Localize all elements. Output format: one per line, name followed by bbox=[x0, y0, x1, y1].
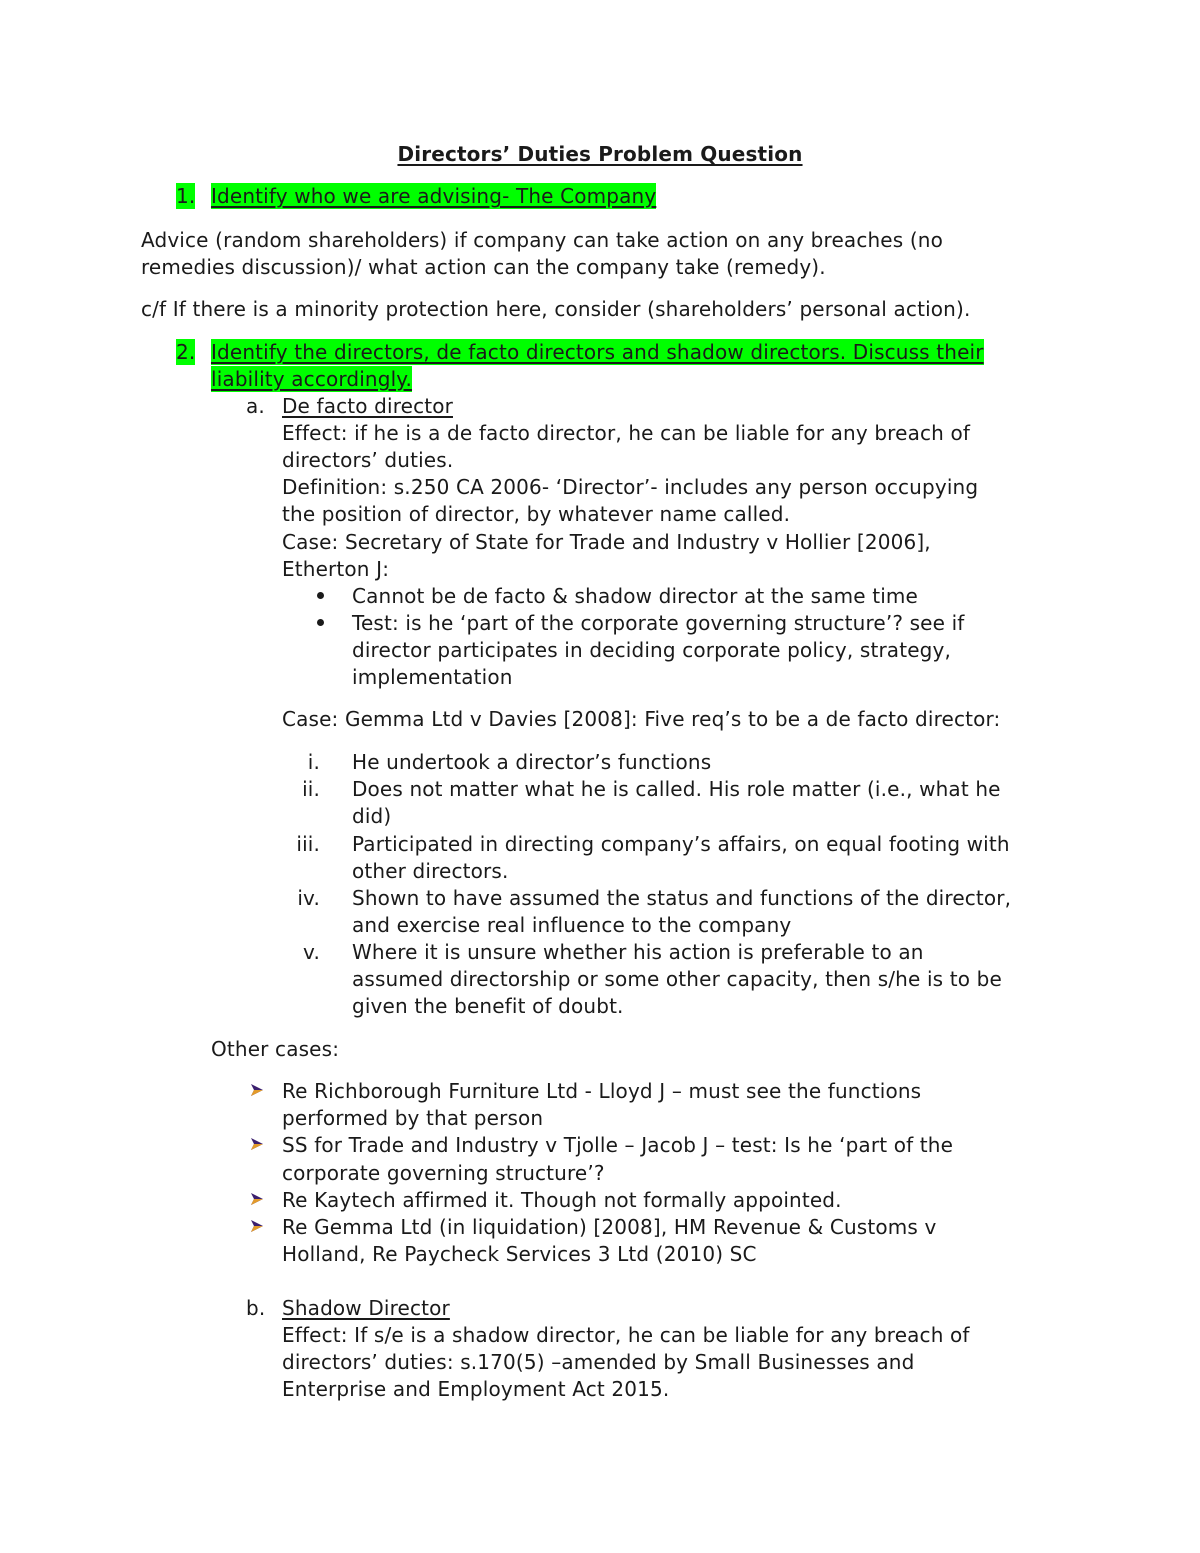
bullet-item: Test: is he ‘part of the corporate governing structure’? see if bbox=[352, 611, 965, 635]
roman-item-continuation: did) bbox=[352, 804, 392, 828]
roman-item-continuation: other directors. bbox=[352, 859, 509, 883]
roman-item: Does not matter what he is called. His role matter (i.e., what he bbox=[352, 777, 1001, 801]
cf-line: c/f If there is a minority protection here, consider (shareholders’ personal action). bbox=[141, 297, 971, 321]
de-facto-body-line: Case: Secretary of State for Trade and Industry v Hollier [2006], bbox=[282, 530, 931, 554]
shadow-body-line: Enterprise and Employment Act 2015. bbox=[282, 1377, 670, 1401]
bullet-item-continuation: director participates in deciding corporate policy, strategy, bbox=[352, 638, 952, 662]
section-2-number: 2. bbox=[176, 340, 196, 364]
de-facto-body-line: Definition: s.250 CA 2006- ‘Director’- includes any person occupying bbox=[282, 475, 979, 499]
advice-line-2: remedies discussion)/ what action can the company take (remedy). bbox=[141, 255, 826, 279]
arrow-bullet-icon bbox=[249, 1136, 265, 1152]
roman-item: Where it is unsure whether his action is preferable to an bbox=[352, 940, 924, 964]
case-item: Re Gemma Ltd (in liquidation) [2008], HM Revenue & Customs v bbox=[282, 1215, 937, 1239]
gemma-case-line: Case: Gemma Ltd v Davies [2008]: Five req’s to be a de facto director: bbox=[282, 707, 1001, 731]
case-item: Re Richborough Furniture Ltd - Lloyd J – must see the functions bbox=[282, 1079, 922, 1103]
page-title: Directors’ Duties Problem Question bbox=[397, 142, 803, 166]
roman-marker: ii. bbox=[302, 777, 320, 801]
roman-item: Shown to have assumed the status and functions of the director, bbox=[352, 886, 1012, 910]
roman-item: Participated in directing company’s affairs, on equal footing with bbox=[352, 832, 1010, 856]
arrow-bullet-icon bbox=[249, 1191, 265, 1207]
bullet-dot-icon bbox=[317, 592, 324, 599]
case-item: Re Kaytech affirmed it. Though not formally appointed. bbox=[282, 1188, 842, 1212]
advice-line-1: Advice (random shareholders) if company can take action on any breaches (no bbox=[141, 228, 943, 252]
case-item-continuation: corporate governing structure’? bbox=[282, 1161, 605, 1185]
roman-marker: v. bbox=[303, 940, 320, 964]
de-facto-body-line: directors’ duties. bbox=[282, 448, 454, 472]
roman-marker: iii. bbox=[296, 832, 320, 856]
roman-item-continuation: assumed directorship or some other capacity, then s/he is to be bbox=[352, 967, 1002, 991]
bullet-dot-icon bbox=[317, 619, 324, 626]
section-1-number: 1. bbox=[176, 184, 196, 208]
section-2-heading-line-2: liability accordingly. bbox=[211, 367, 412, 391]
item-a-marker: a. bbox=[246, 394, 265, 418]
de-facto-body-line: the position of director, by whatever name called. bbox=[282, 502, 791, 526]
shadow-body-line: Effect: If s/e is a shadow director, he can be liable for any breach of bbox=[282, 1323, 970, 1347]
case-item-continuation: Holland, Re Paycheck Services 3 Ltd (2010) SC bbox=[282, 1242, 757, 1266]
bullet-item: Cannot be de facto & shadow director at the same time bbox=[352, 584, 918, 608]
de-facto-body-line: Effect: if he is a de facto director, he can be liable for any breach of bbox=[282, 421, 971, 445]
de-facto-body-line: Etherton J: bbox=[282, 557, 390, 581]
section-2-heading-line-1: Identify the directors, de facto directors and shadow directors. Discuss their bbox=[211, 340, 984, 364]
shadow-director-heading: Shadow Director bbox=[282, 1296, 450, 1320]
roman-marker: iv. bbox=[297, 886, 320, 910]
bullet-item-continuation: implementation bbox=[352, 665, 513, 689]
other-cases-heading: Other cases: bbox=[211, 1037, 340, 1061]
roman-item-continuation: given the benefit of doubt. bbox=[352, 994, 624, 1018]
case-item: SS for Trade and Industry v Tjolle – Jacob J – test: Is he ‘part of the bbox=[282, 1133, 954, 1157]
shadow-body-line: directors’ duties: s.170(5) –amended by Small Businesses and bbox=[282, 1350, 915, 1374]
section-1-heading: Identify who we are advising- The Company bbox=[211, 184, 657, 208]
roman-item-continuation: and exercise real influence to the company bbox=[352, 913, 792, 937]
arrow-bullet-icon bbox=[249, 1218, 265, 1234]
item-b-marker: b. bbox=[246, 1296, 266, 1320]
de-facto-heading: De facto director bbox=[282, 394, 453, 418]
roman-marker: i. bbox=[307, 750, 320, 774]
roman-item: He undertook a director’s functions bbox=[352, 750, 712, 774]
case-item-continuation: performed by that person bbox=[282, 1106, 544, 1130]
arrow-bullet-icon bbox=[249, 1082, 265, 1098]
